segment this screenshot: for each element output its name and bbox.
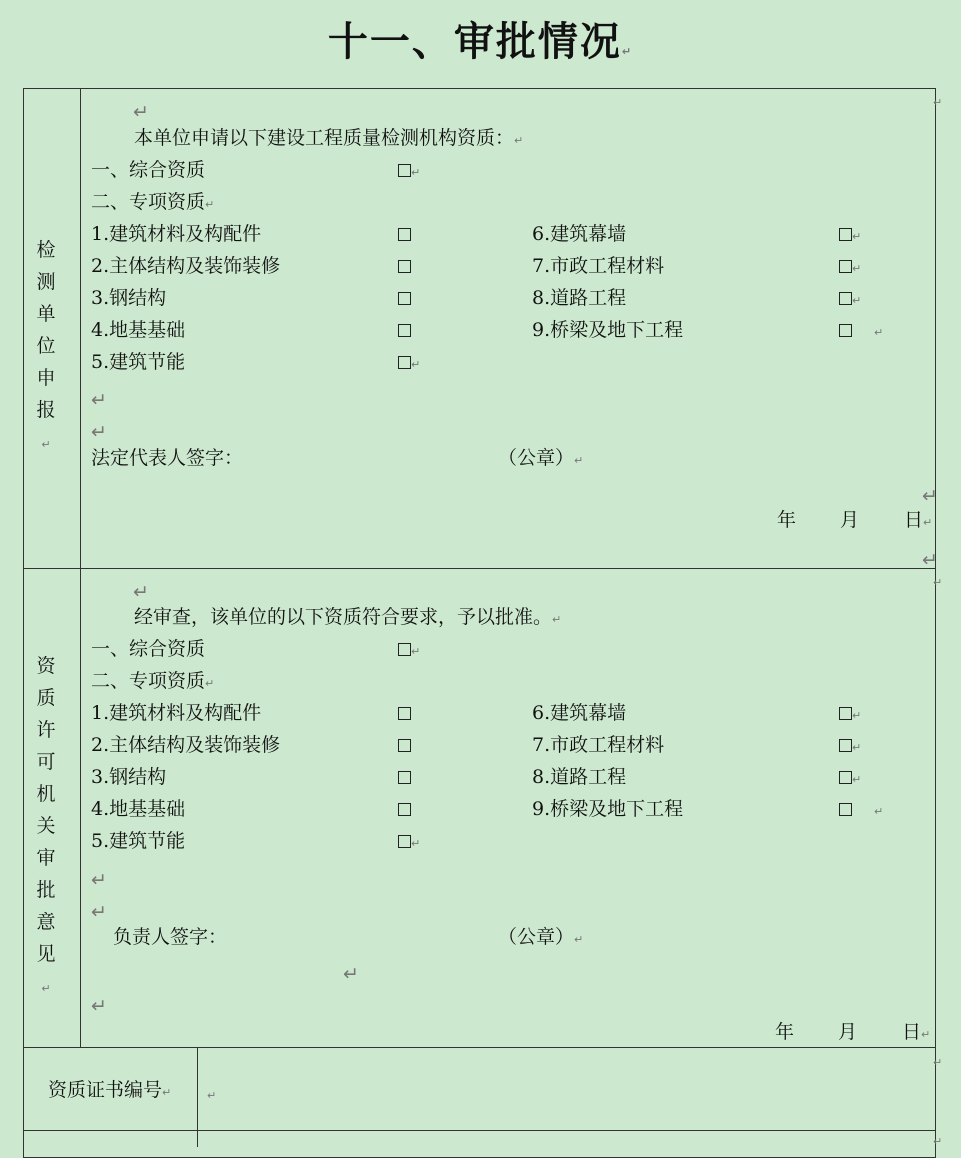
- paragraph-mark: ↵: [133, 101, 149, 123]
- section2-item-9-checkbox[interactable]: ↵: [839, 797, 883, 824]
- section1-item-9-checkbox[interactable]: ↵: [839, 318, 883, 345]
- section2-item-9: 9.桥梁及地下工程: [532, 798, 684, 820]
- page-title: 十一、审批情况↵: [327, 18, 634, 65]
- row-divider: [23, 1047, 936, 1048]
- section1-item-8: 8.道路工程: [532, 287, 627, 309]
- section2-signature-label: 负责人签字：: [113, 926, 228, 948]
- section1-item-8-checkbox[interactable]: ↵: [839, 286, 861, 313]
- section1-special-label: 二、专项资质↵: [91, 191, 215, 213]
- cell-mark: ↵: [933, 1056, 943, 1069]
- certificate-number-label: 资质证书编号↵: [48, 1079, 172, 1101]
- section2-date-year: 年: [775, 1021, 795, 1043]
- section1-item-2: 2.主体结构及装饰装修: [91, 255, 281, 277]
- section2-date-day: 日↵: [902, 1021, 931, 1043]
- section1-item-6-checkbox[interactable]: ↵: [839, 222, 861, 249]
- paragraph-mark: ↵: [133, 581, 149, 603]
- paragraph-mark: ↵: [91, 901, 107, 923]
- section2-general-label: 一、综合资质: [91, 638, 206, 660]
- section1-general-label: 一、综合资质: [91, 159, 206, 181]
- section1-item-9: 9.桥梁及地下工程: [532, 319, 684, 341]
- section2-item-2-checkbox[interactable]: [398, 733, 411, 757]
- certificate-number-value[interactable]: ↵: [207, 1089, 217, 1102]
- paragraph-mark: ↵: [922, 485, 938, 507]
- section1-date-year: 年: [777, 509, 797, 531]
- paragraph-mark: ↵: [91, 389, 107, 411]
- section1-item-1: 1.建筑材料及构配件: [91, 223, 262, 245]
- section1-item-5-checkbox[interactable]: ↵: [398, 350, 420, 377]
- section2-seal-label: （公章）↵: [498, 926, 584, 948]
- section1-item-6: 6.建筑幕墙: [532, 223, 627, 245]
- section2-date-month: 月: [838, 1021, 858, 1043]
- section2-item-3-checkbox[interactable]: [398, 765, 411, 789]
- section1-side-label: 检测单位申报↵: [36, 239, 56, 451]
- paragraph-mark: ↵: [91, 995, 107, 1017]
- section1-item-7-checkbox[interactable]: ↵: [839, 254, 861, 281]
- section1-general-checkbox[interactable]: ↵: [398, 158, 420, 185]
- section1-item-3-checkbox[interactable]: [398, 286, 411, 310]
- cell-mark: ↵: [933, 1135, 943, 1148]
- section1-item-3: 3.钢结构: [91, 287, 167, 309]
- section1-item-5: 5.建筑节能: [91, 351, 186, 373]
- section1-item-2-checkbox[interactable]: [398, 254, 411, 278]
- section2-item-7-checkbox[interactable]: ↵: [839, 733, 861, 760]
- section2-item-8: 8.道路工程: [532, 766, 627, 788]
- section1-signature-label: 法定代表人签字：: [91, 447, 244, 469]
- section2-intro: 经审查，该单位的以下资质符合要求，予以批准。↵: [134, 606, 562, 628]
- paragraph-mark: ↵: [343, 963, 359, 985]
- row-divider: [23, 568, 936, 569]
- section2-side-label: 资质许可机关审批意见↵: [36, 655, 56, 995]
- section2-item-8-checkbox[interactable]: ↵: [839, 765, 861, 792]
- section2-item-7: 7.市政工程材料: [532, 734, 665, 756]
- section1-item-4: 4.地基基础: [91, 319, 186, 341]
- section2-item-1-checkbox[interactable]: [398, 701, 411, 725]
- section2-special-label: 二、专项资质↵: [91, 670, 215, 692]
- section1-item-1-checkbox[interactable]: [398, 222, 411, 246]
- section2-general-checkbox[interactable]: ↵: [398, 637, 420, 664]
- cell-mark: ↵: [933, 96, 943, 109]
- section2-item-6-checkbox[interactable]: ↵: [839, 701, 861, 728]
- paragraph-mark: ↵: [91, 421, 107, 443]
- row-divider: [23, 1130, 936, 1131]
- section2-item-2: 2.主体结构及装饰装修: [91, 734, 281, 756]
- section2-item-4: 4.地基基础: [91, 798, 186, 820]
- section2-item-4-checkbox[interactable]: [398, 797, 411, 821]
- cell-mark: ↵: [933, 576, 943, 589]
- section2-item-5: 5.建筑节能: [91, 830, 186, 852]
- section1-intro: 本单位申请以下建设工程质量检测机构资质：↵: [134, 127, 524, 149]
- section1-seal-label: （公章）↵: [498, 447, 584, 469]
- paragraph-mark: ↵: [922, 549, 938, 571]
- section1-date-month: 月: [840, 509, 860, 531]
- section1-item-4-checkbox[interactable]: [398, 318, 411, 342]
- column-divider: [197, 1047, 198, 1147]
- paragraph-mark: ↵: [91, 869, 107, 891]
- section2-item-5-checkbox[interactable]: ↵: [398, 829, 420, 856]
- section1-item-7: 7.市政工程材料: [532, 255, 665, 277]
- section2-item-3: 3.钢结构: [91, 766, 167, 788]
- section2-item-1: 1.建筑材料及构配件: [91, 702, 262, 724]
- section1-date-day: 日↵: [904, 509, 933, 531]
- section2-item-6: 6.建筑幕墙: [532, 702, 627, 724]
